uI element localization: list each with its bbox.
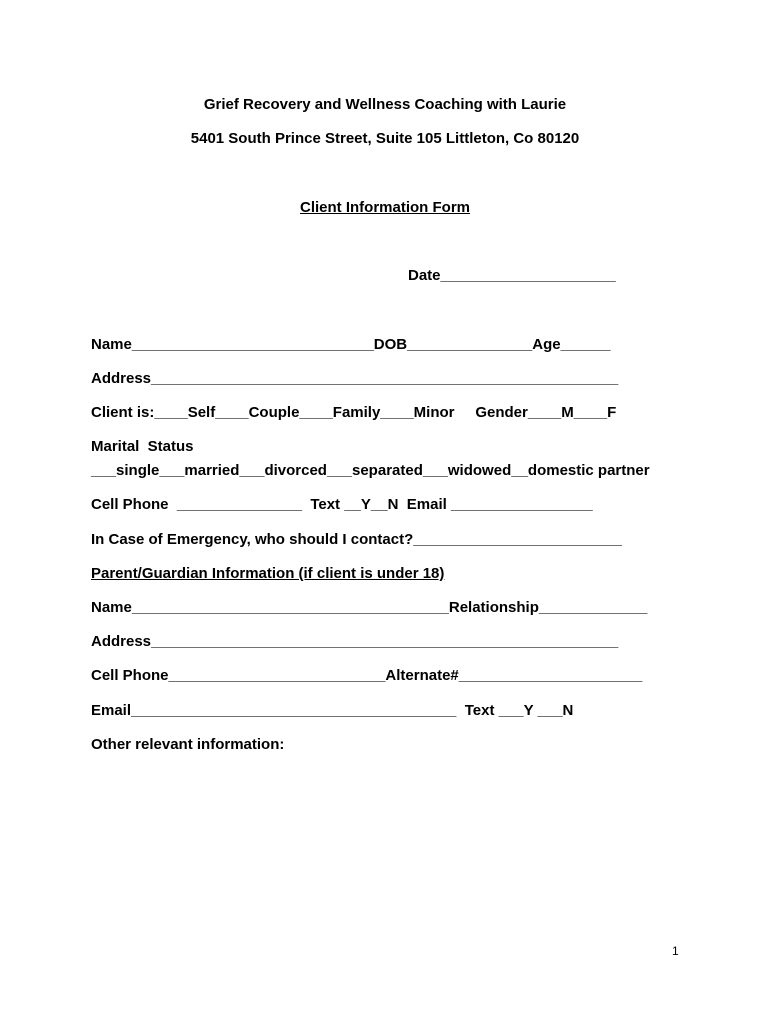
guardian-heading: Parent/Guardian Information (if client is under 18)	[91, 565, 445, 582]
emergency-contact-field[interactable]: In Case of Emergency, who should I contact?_________________________	[91, 531, 622, 548]
form-title: Client Information Form	[300, 199, 470, 216]
cell-phone-email-field[interactable]: Cell Phone _______________ Text __Y__N Email _________________	[91, 496, 593, 513]
marital-status-label: Marital Status	[91, 438, 194, 455]
other-info-label: Other relevant information:	[91, 736, 285, 753]
guardian-email-text-field[interactable]: Email_______________________________________ Text ___Y ___N	[91, 702, 574, 719]
guardian-name-relationship-field[interactable]: Name______________________________________Relationship_____________	[91, 599, 648, 616]
guardian-address-field[interactable]: Address________________________________________________________	[91, 633, 619, 650]
date-field[interactable]: Date_____________________	[408, 267, 616, 284]
client-type-gender-field[interactable]: Client is:____Self____Couple____Family____Minor Gender____M____F	[91, 404, 617, 421]
marital-status-options[interactable]: ___single___married___divorced___separated___widowed__domestic partner	[91, 462, 650, 479]
organization-address: 5401 South Prince Street, Suite 105 Littleton, Co 80120	[190, 130, 580, 147]
page-number: 1	[672, 944, 679, 958]
address-field[interactable]: Address________________________________________________________	[91, 370, 619, 387]
guardian-cell-alternate-field[interactable]: Cell Phone__________________________Alternate#______________________	[91, 667, 643, 684]
organization-name: Grief Recovery and Wellness Coaching with Laurie	[203, 96, 567, 113]
name-dob-age-field[interactable]: Name_____________________________DOB_______________Age______	[91, 336, 611, 353]
